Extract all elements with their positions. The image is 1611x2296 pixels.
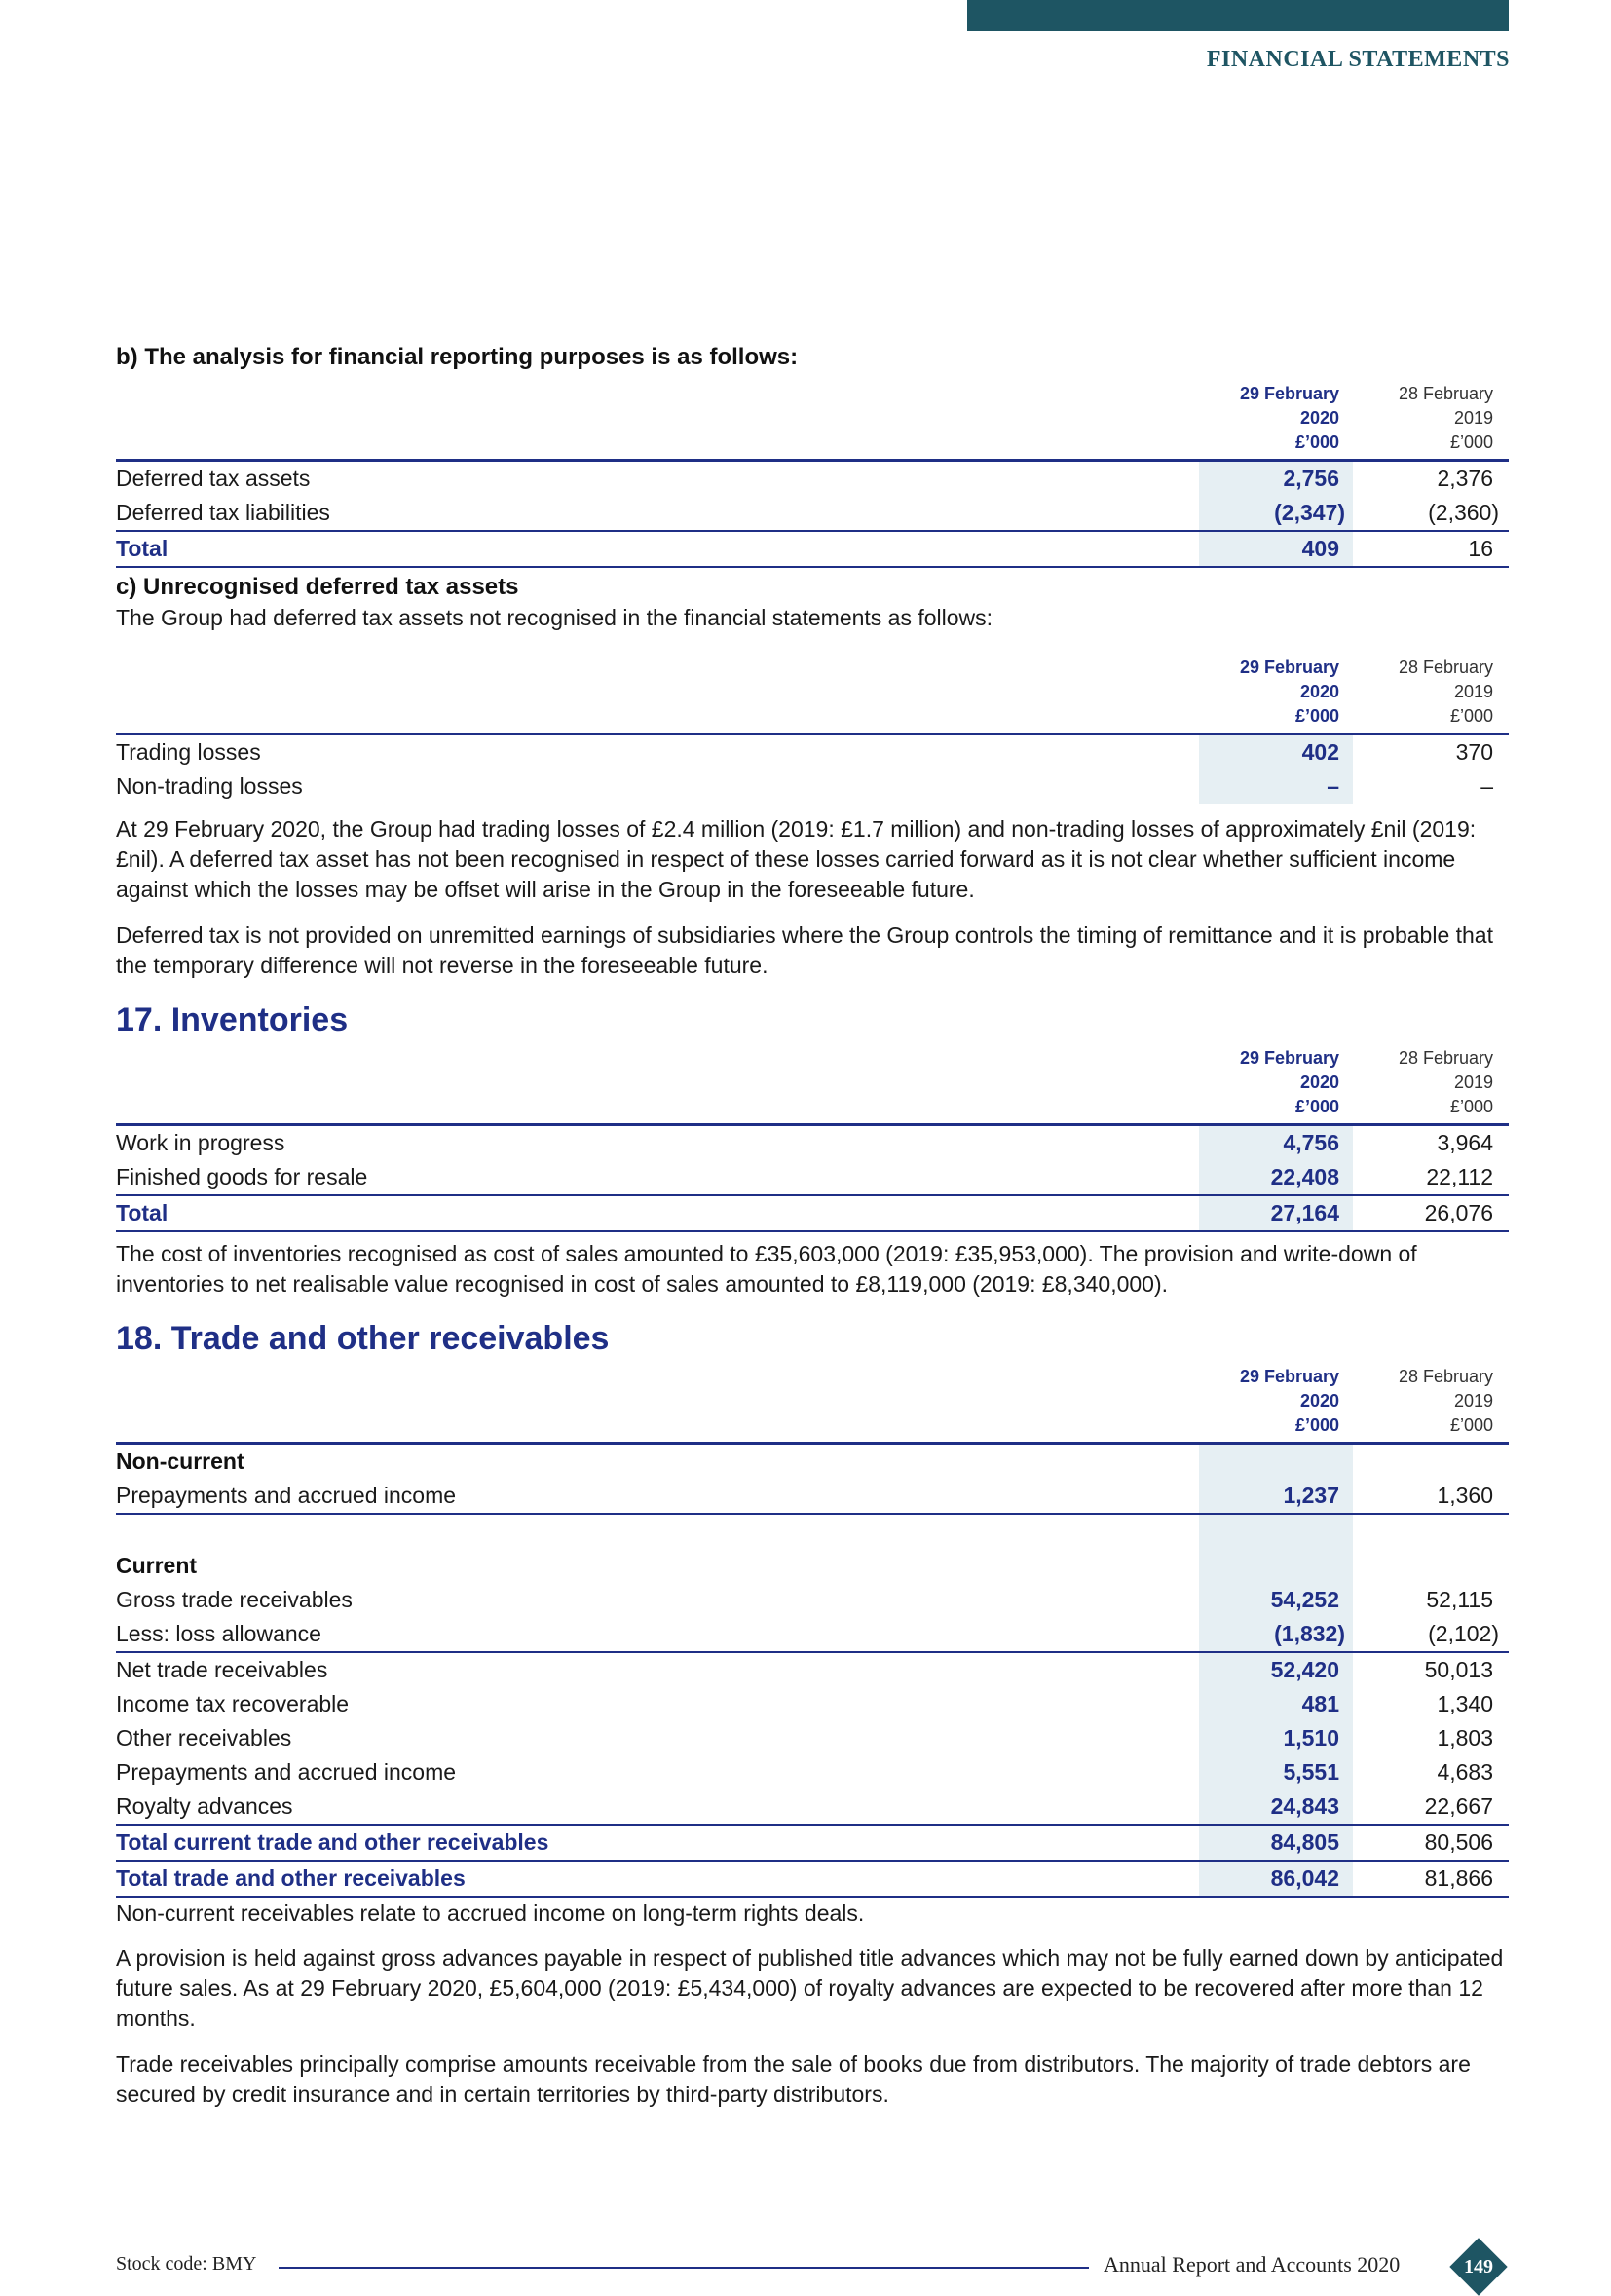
unrecognised-deferred-tax-table	[116, 656, 1509, 804]
section-b-table-wrap	[116, 382, 1509, 568]
table-header-row	[116, 656, 1509, 734]
table-row: Prepayments and accrued income 1,237 1,360	[116, 1479, 1509, 1514]
table-row: Deferred tax liabilities (2,347) (2,360)	[116, 496, 1509, 531]
table-header-row	[116, 382, 1509, 461]
section-c-intro: The Group had deferred tax assets not recognised in the financial statements as follows:	[116, 605, 993, 630]
receivables-note-3: Trade receivables principally comprise amounts receivable from the sale of books due from distributors. The majority of trade debtors are secured by credit insurance and in certain territories by third-party distributors.	[116, 2051, 1471, 2107]
table-row: Non-trading losses – –	[116, 770, 1509, 804]
footer-report-title: Annual Report and Accounts 2020	[1104, 2252, 1401, 2277]
footer-stock-code: Stock code: BMY	[116, 2253, 257, 2275]
table-header-row	[116, 1046, 1509, 1125]
noncurrent-heading-row: Non-current	[116, 1444, 1509, 1480]
receivables-table-wrap	[116, 1365, 1509, 1898]
inventories-table	[116, 1046, 1509, 1232]
table-row: Work in progress 4,756 3,964	[116, 1125, 1509, 1161]
footer-divider	[279, 2267, 1089, 2269]
inventories-title: 17. Inventories	[116, 1001, 349, 1038]
current-heading-row: Current	[116, 1549, 1509, 1583]
spacer-row	[116, 1514, 1509, 1549]
table-row: Finished goods for resale 22,408 22,112	[116, 1160, 1509, 1195]
page-header-title: FINANCIAL STATEMENTS	[1206, 47, 1510, 72]
inventories-table-wrap	[116, 1046, 1509, 1232]
table-total-row: Total 409 16	[116, 531, 1509, 567]
section-c-table-wrap	[116, 656, 1509, 804]
inventories-note: The cost of inventories recognised as cost of sales amounted to £35,603,000 (2019: £35,953,000). The provision and write-down of inventories to net realisable value recognised in cost of sales amounted to £8,119,000 (2019: £8,340,000).	[116, 1241, 1417, 1297]
table-total-row: Total trade and other receivables 86,042 81,866	[116, 1861, 1509, 1897]
prior-year-header: 28 February 2019 £’000	[1398, 658, 1493, 726]
section-b-heading: b) The analysis for financial reporting purposes is as follows:	[116, 344, 799, 370]
table-total-row: Total current trade and other receivables 84,805 80,506	[116, 1825, 1509, 1861]
current-year-header: 29 February 2020 £’000	[1239, 1367, 1339, 1435]
table-row: Gross trade receivables 54,252 52,115	[116, 1583, 1509, 1617]
header-accent-bar	[967, 0, 1509, 31]
current-year-header: 29 February 2020 £’000	[1239, 384, 1339, 452]
section-c-paragraph-2: Deferred tax is not provided on unremitted earnings of subsidiaries where the Group controls the timing of remittance and it is probable that the temporary difference will not reverse in the foreseeable future.	[116, 922, 1493, 978]
prior-year-header: 28 February 2019 £’000	[1398, 384, 1493, 452]
receivables-note-2: A provision is held against gross advances payable in respect of published title advances which may not be fully earned down by anticipated future sales. As at 29 February 2020, £5,604,000 (2019: £5,434,000) of royalty advances are expected to be recovered after more than 12 months.	[116, 1945, 1504, 2031]
table-header-row	[116, 1365, 1509, 1444]
table-total-row: Total 27,164 26,076	[116, 1195, 1509, 1231]
section-c-heading: c) Unrecognised deferred tax assets	[116, 574, 519, 600]
table-row: Trading losses 402 370	[116, 734, 1509, 771]
receivables-note-1: Non-current receivables relate to accrued income on long-term rights deals.	[116, 1901, 865, 1926]
table-row: Less: loss allowance (1,832) (2,102)	[116, 1617, 1509, 1652]
table-row: Royalty advances 24,843 22,667	[116, 1789, 1509, 1825]
table-row: Income tax recoverable 481 1,340	[116, 1687, 1509, 1721]
section-c-paragraph-1: At 29 February 2020, the Group had trading losses of £2.4 million (2019: £1.7 million) and non-trading losses of approximately £nil (2019: £nil). A deferred tax asset has not been recognised in respect of these losses carried forward as it is not clear whether sufficient income against which the losses may be offset will arise in the Group in the foreseeable future.	[116, 816, 1477, 902]
page-number: 149	[1464, 2256, 1493, 2277]
deferred-tax-analysis-table	[116, 382, 1509, 568]
receivables-table	[116, 1365, 1509, 1898]
page-number-badge	[1449, 2238, 1508, 2296]
table-row: Prepayments and accrued income 5,551 4,683	[116, 1755, 1509, 1789]
prior-year-header: 28 February 2019 £’000	[1398, 1367, 1493, 1435]
table-row: Net trade receivables 52,420 50,013	[116, 1652, 1509, 1687]
table-row: Other receivables 1,510 1,803	[116, 1721, 1509, 1755]
prior-year-header: 28 February 2019 £’000	[1398, 1048, 1493, 1116]
current-year-header: 29 February 2020 £’000	[1239, 658, 1339, 726]
receivables-title: 18. Trade and other receivables	[116, 1320, 610, 1357]
current-year-header: 29 February 2020 £’000	[1239, 1048, 1339, 1116]
table-row: Deferred tax assets 2,756 2,376	[116, 461, 1509, 497]
